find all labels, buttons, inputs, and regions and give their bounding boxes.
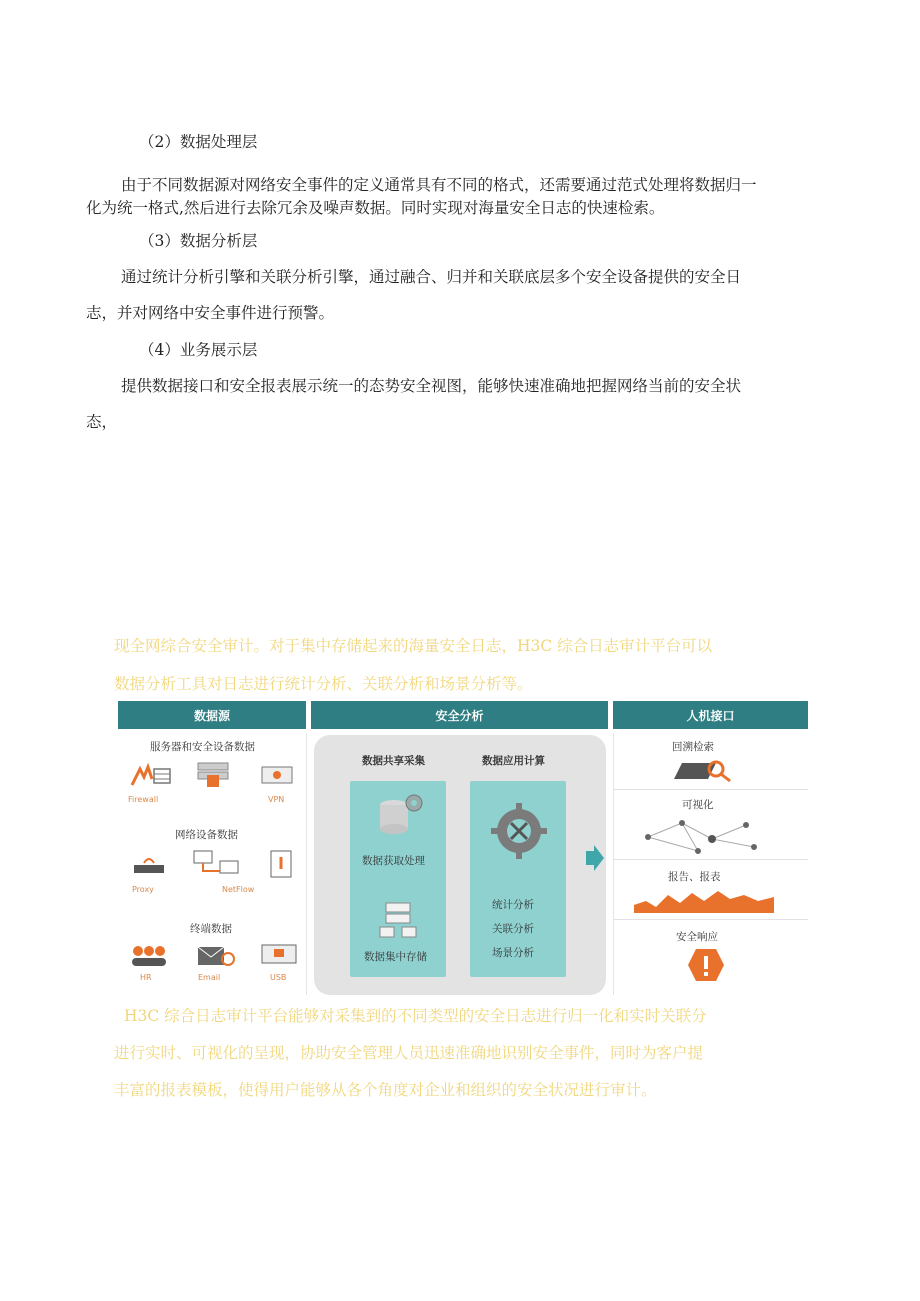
flow-arrow-2 bbox=[584, 843, 606, 877]
report-chart-icon bbox=[634, 885, 774, 917]
heading-data-analysis: （3）数据分析层 bbox=[139, 232, 258, 250]
proxy-icon bbox=[132, 853, 168, 883]
header-data-source: 数据源 bbox=[118, 701, 306, 729]
label-acquire-process: 数据获取处理 bbox=[362, 855, 425, 867]
label-scenario-analysis: 场景分析 bbox=[492, 947, 534, 959]
faded-caption-top-line1: 现全网综合安全审计。对于集中存储起来的海量安全日志，H3C 综合日志审计平台可以 bbox=[114, 637, 713, 655]
label-statistical-analysis: 统计分析 bbox=[492, 899, 534, 911]
hmi-divider-3 bbox=[614, 919, 808, 920]
gear-tools-icon bbox=[490, 801, 548, 865]
firewall-icon bbox=[130, 763, 172, 791]
label-security-response: 安全响应 bbox=[676, 931, 718, 943]
data-source-panel bbox=[118, 733, 307, 995]
label-visualization: 可视化 bbox=[682, 799, 714, 811]
faded-caption-bottom-line2: 进行实时、可视化的呈现，协助安全管理人员迅速准确地识别安全事件，同时为客户提 bbox=[114, 1044, 704, 1062]
group-network-devices: 网络设备数据 bbox=[175, 829, 238, 841]
compute-box bbox=[470, 781, 566, 977]
server-stack-icon bbox=[378, 901, 418, 945]
group-terminal: 终端数据 bbox=[190, 923, 232, 935]
label-email: Email bbox=[198, 973, 221, 982]
group-server-security: 服务器和安全设备数据 bbox=[150, 741, 255, 753]
network-graph-icon bbox=[642, 815, 762, 861]
hmi-divider-2 bbox=[614, 859, 808, 860]
hr-icon bbox=[128, 943, 170, 973]
label-hr: HR bbox=[140, 973, 152, 982]
usb-icon bbox=[260, 943, 300, 971]
faded-caption-top-line2: 数据分析工具对日志进行统计分析、关联分析和场景分析等。 bbox=[114, 675, 533, 693]
heading-data-processing: （2）数据处理层 bbox=[139, 133, 258, 151]
label-reports: 报告、报表 bbox=[668, 871, 721, 883]
netflow-icon bbox=[192, 849, 242, 883]
label-usb: USB bbox=[270, 973, 287, 982]
paragraph-processing-line2: 化为统一格式,然后进行去除冗余及噪声数据。同时实现对海量安全日志的快速检索。 bbox=[86, 199, 665, 217]
label-vpn: VPN bbox=[268, 795, 285, 804]
header-security-analysis: 安全分析 bbox=[311, 701, 608, 729]
analysis-panel bbox=[314, 735, 606, 995]
paragraph-analysis-line1: 通过统计分析引擎和关联分析引擎，通过融合、归并和关联底层多个安全设备提供的安全日 bbox=[121, 268, 742, 286]
folder-search-icon bbox=[672, 755, 736, 787]
label-proxy: Proxy bbox=[132, 885, 154, 894]
title-shared-collection: 数据共享采集 bbox=[362, 755, 425, 767]
label-central-storage: 数据集中存储 bbox=[364, 951, 427, 963]
device-icon bbox=[268, 849, 294, 883]
paragraph-display-line1: 提供数据接口和安全报表展示统一的态势安全视图，能够快速准确地把握网络当前的安全状 bbox=[121, 377, 742, 395]
collection-box bbox=[350, 781, 446, 977]
title-application-compute: 数据应用计算 bbox=[482, 755, 545, 767]
heading-business-display: （4）业务展示层 bbox=[139, 341, 258, 359]
database-gear-icon bbox=[376, 791, 426, 843]
header-hmi: 人机接口 bbox=[613, 701, 808, 729]
vpn-icon bbox=[260, 765, 298, 791]
hmi-panel bbox=[613, 733, 808, 995]
server-lock-icon bbox=[194, 761, 232, 793]
label-correlation-analysis: 关联分析 bbox=[492, 923, 534, 935]
hmi-divider-1 bbox=[614, 789, 808, 790]
email-icon bbox=[196, 943, 236, 973]
paragraph-processing-line1: 由于不同数据源对网络安全事件的定义通常具有不同的格式，还需要通过范式处理将数据归一 bbox=[121, 176, 757, 194]
label-retro-search: 回溯检索 bbox=[672, 741, 714, 753]
label-firewall: Firewall bbox=[128, 795, 159, 804]
paragraph-analysis-line2: 志，并对网络中安全事件进行预警。 bbox=[86, 304, 335, 322]
paragraph-display-line2: 态， bbox=[86, 413, 118, 431]
faded-caption-bottom-line1: H3C 综合日志审计平台能够对采集到的不同类型的安全日志进行归一化和实时关联分 bbox=[124, 1007, 707, 1025]
faded-caption-bottom-line3: 丰富的报表模板，使得用户能够从各个角度对企业和组织的安全状况进行审计。 bbox=[114, 1081, 657, 1099]
alert-octagon-icon bbox=[686, 947, 726, 987]
architecture-figure bbox=[118, 701, 808, 997]
label-netflow: NetFlow bbox=[222, 885, 255, 894]
